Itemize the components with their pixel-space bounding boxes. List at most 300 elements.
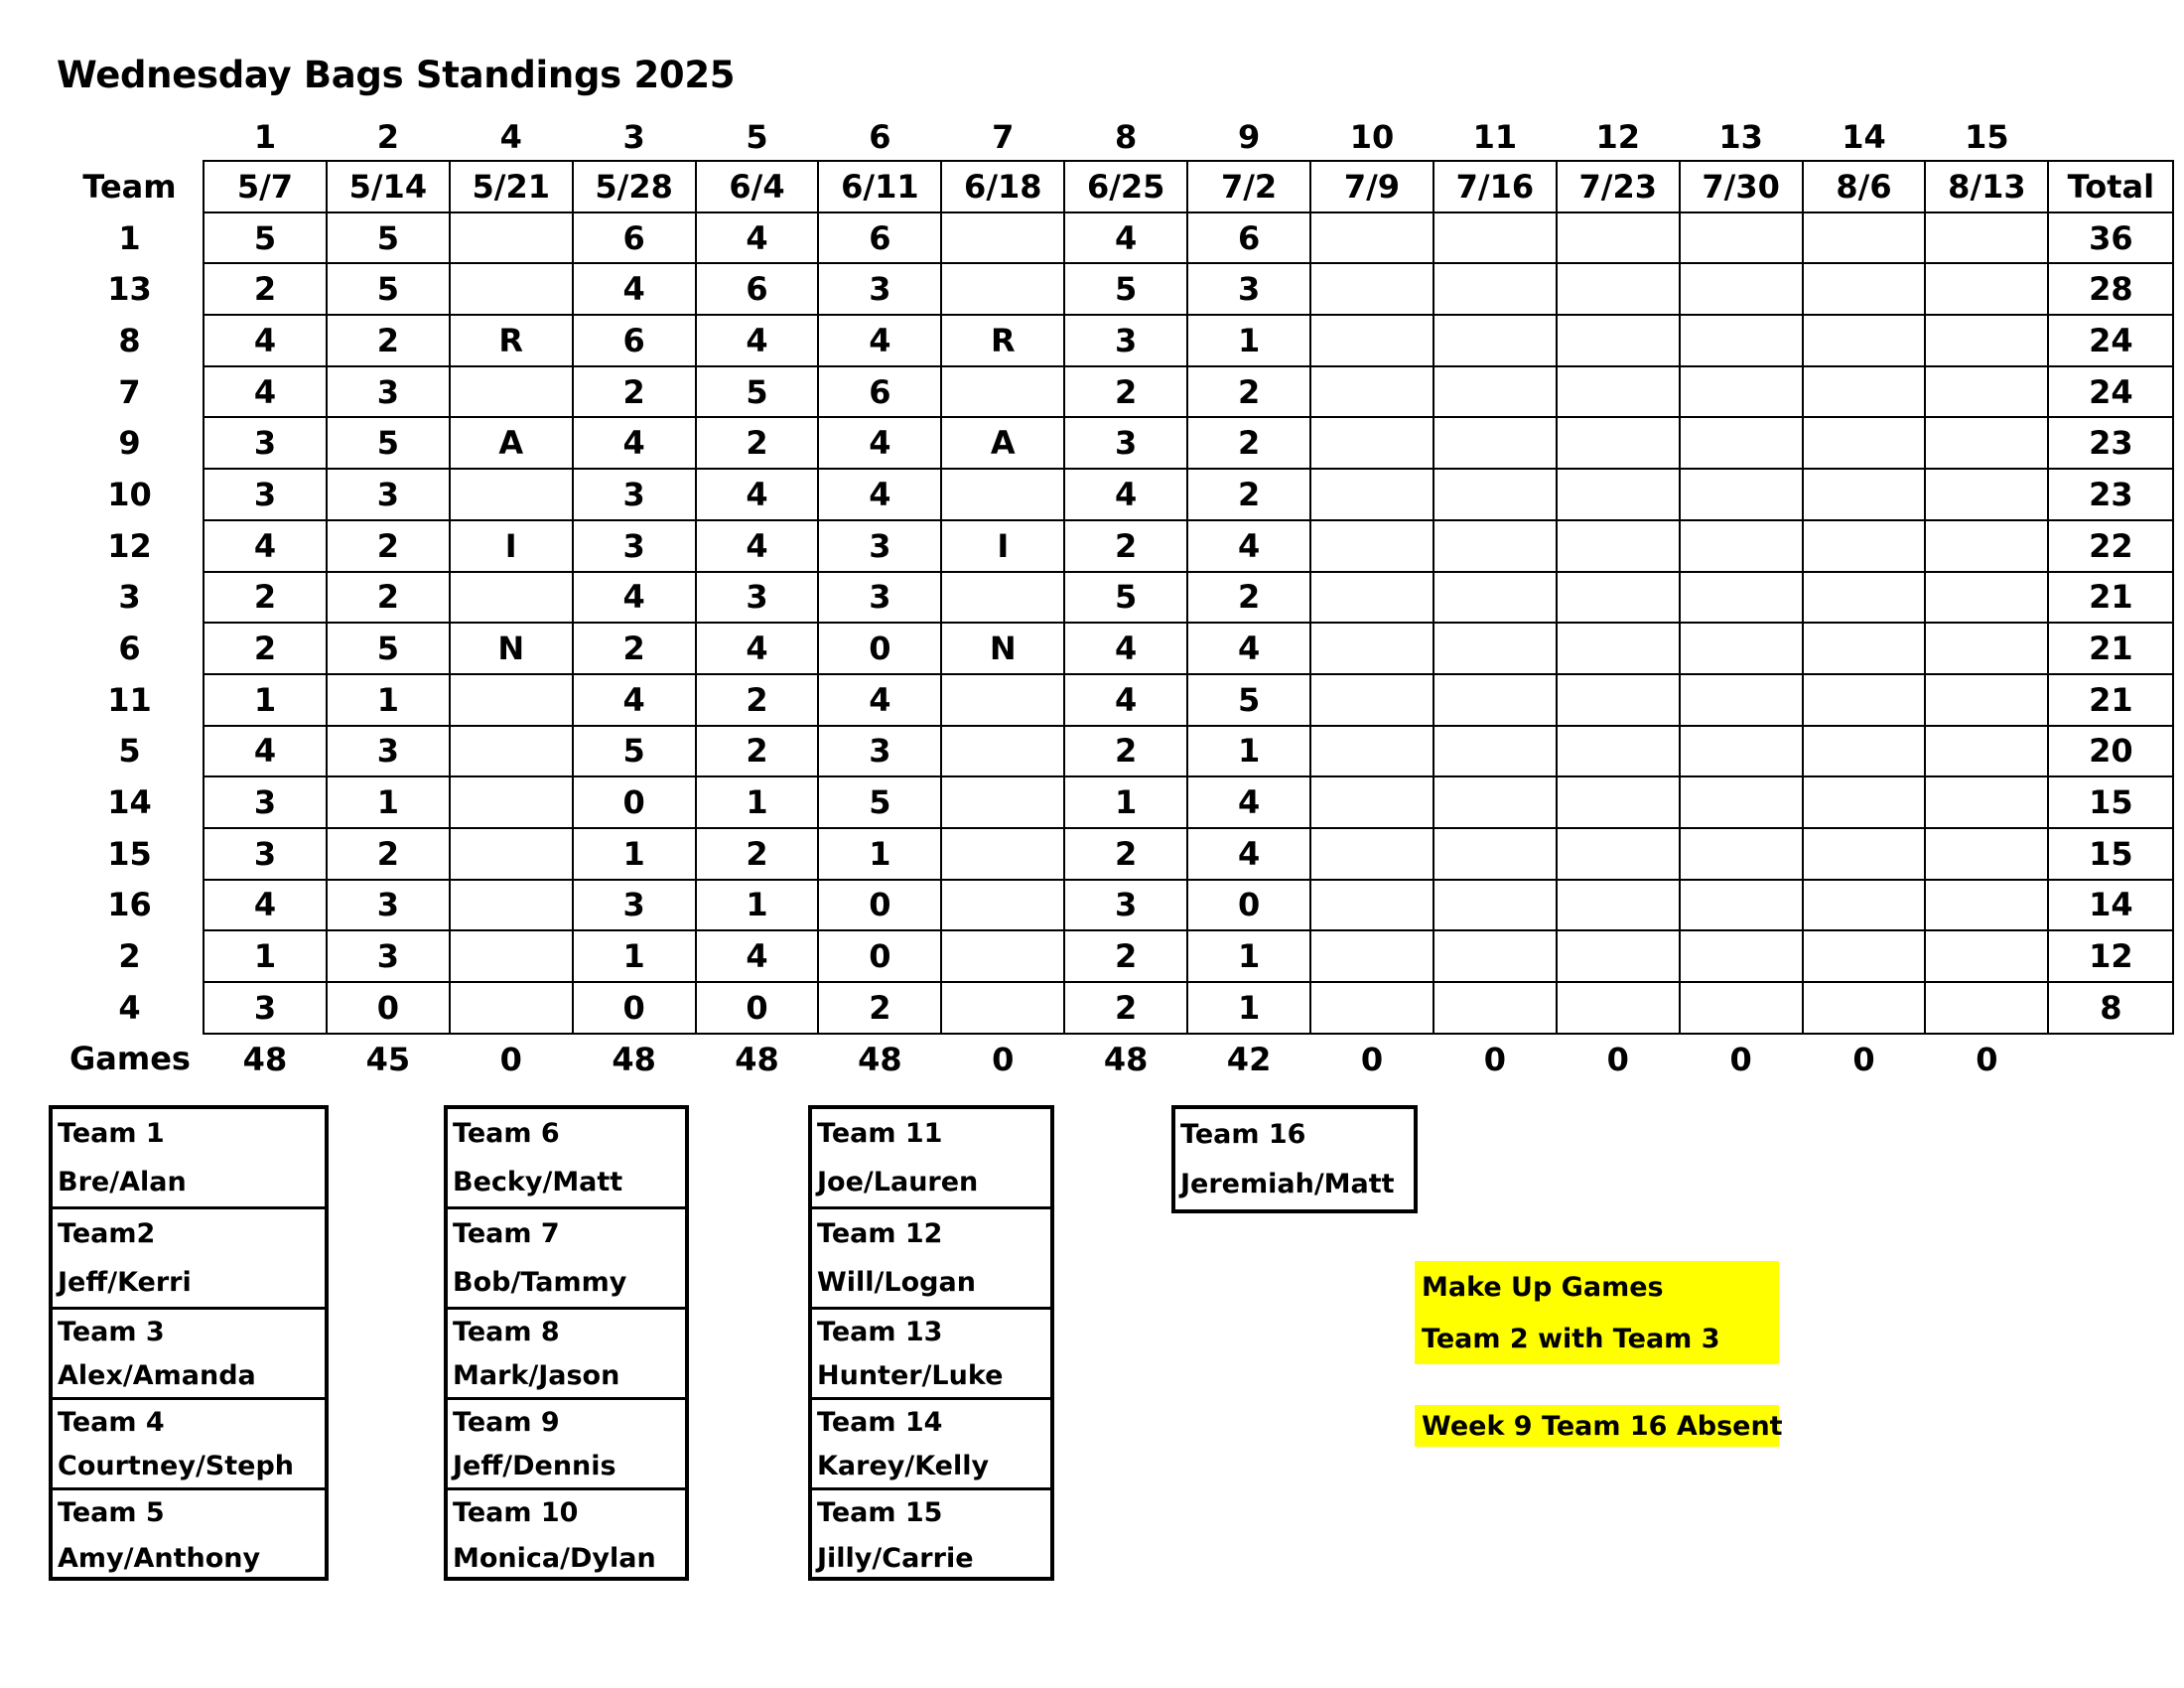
roster-players: Jeff/Kerri — [58, 1267, 192, 1298]
score-cell — [1925, 417, 2048, 469]
games-count: 48 — [242, 1040, 288, 1078]
table-row — [57, 469, 2173, 520]
score-cell — [1557, 982, 1680, 1034]
score-cell — [1803, 880, 1926, 931]
roster-entry — [448, 1209, 685, 1310]
date-header: 5/14 — [327, 161, 450, 212]
score-cell: 5 — [818, 776, 941, 828]
score-cell: 6 — [818, 366, 941, 418]
table-row — [57, 366, 2173, 418]
score-cell: 1 — [204, 930, 327, 982]
score-cell — [1310, 469, 1433, 520]
score-cell: 2 — [573, 366, 696, 418]
roster-box-teams-6-10 — [444, 1105, 689, 1581]
total-cell: 20 — [2048, 726, 2173, 777]
score-cell: 3 — [573, 880, 696, 931]
score-cell — [1925, 880, 2048, 931]
score-cell: 3 — [1187, 263, 1310, 315]
score-cell: 4 — [573, 417, 696, 469]
score-cell — [450, 263, 573, 315]
score-cell — [450, 366, 573, 418]
score-cell: 1 — [1187, 982, 1310, 1034]
score-cell: 3 — [573, 469, 696, 520]
score-cell: 4 — [1187, 776, 1310, 828]
roster-players: Karey/Kelly — [817, 1450, 990, 1481]
score-cell — [1557, 623, 1680, 674]
score-cell — [1925, 726, 2048, 777]
date-header: 6/25 — [1064, 161, 1187, 212]
score-cell — [941, 674, 1064, 726]
total-header: Total — [2048, 161, 2173, 212]
score-cell — [1925, 776, 2048, 828]
roster-team-name: Team 15 — [817, 1497, 943, 1529]
score-cell: 5 — [327, 417, 450, 469]
date-header: 8/6 — [1803, 161, 1926, 212]
score-cell — [1925, 520, 2048, 572]
date-header: 7/2 — [1187, 161, 1310, 212]
score-cell — [1433, 623, 1557, 674]
roster-entry — [812, 1209, 1050, 1310]
score-cell — [1557, 212, 1680, 264]
score-cell — [1803, 776, 1926, 828]
team-number: 16 — [107, 886, 152, 924]
score-cell: 1 — [573, 828, 696, 880]
score-cell: R — [450, 315, 573, 366]
score-cell — [1680, 982, 1803, 1034]
table-row — [57, 982, 2173, 1034]
makeup-games-note — [1415, 1261, 1779, 1364]
games-count: 0 — [1976, 1040, 1998, 1078]
date-header: 7/30 — [1680, 161, 1803, 212]
score-cell — [1310, 417, 1433, 469]
makeup-games-title: Make Up Games — [1422, 1271, 1664, 1303]
score-cell: I — [941, 520, 1064, 572]
roster-players: Bob/Tammy — [453, 1267, 627, 1298]
roster-team-name: Team 12 — [817, 1218, 943, 1249]
roster-players: Jeff/Dennis — [453, 1450, 616, 1481]
score-cell — [941, 263, 1064, 315]
table-row — [57, 520, 2173, 572]
score-cell: 2 — [1187, 366, 1310, 418]
roster-players: Alex/Amanda — [58, 1359, 256, 1391]
score-cell: 4 — [696, 469, 819, 520]
score-cell: 2 — [696, 674, 819, 726]
makeup-games-detail: Team 2 with Team 3 — [1422, 1323, 1720, 1354]
score-cell: 1 — [327, 674, 450, 726]
score-cell — [1680, 623, 1803, 674]
score-cell — [1433, 674, 1557, 726]
team-number: 6 — [118, 630, 141, 668]
total-cell: 14 — [2048, 880, 2173, 931]
score-cell — [1680, 572, 1803, 624]
score-cell: 4 — [1187, 520, 1310, 572]
table-row — [57, 880, 2173, 931]
games-count: 0 — [1360, 1040, 1384, 1078]
score-cell: 5 — [204, 212, 327, 264]
score-cell — [1433, 982, 1557, 1034]
score-cell — [1925, 674, 2048, 726]
team-number: 12 — [107, 526, 152, 565]
score-cell — [1433, 726, 1557, 777]
table-row — [57, 674, 2173, 726]
score-cell — [941, 469, 1064, 520]
roster-entry — [448, 1109, 685, 1209]
score-cell — [1680, 520, 1803, 572]
score-cell — [1557, 776, 1680, 828]
score-cell: 2 — [1064, 982, 1187, 1034]
score-cell — [1680, 880, 1803, 931]
roster-team-name: Team 1 — [58, 1118, 165, 1149]
score-cell: 3 — [327, 880, 450, 931]
games-count: 48 — [612, 1040, 656, 1078]
team-number: 4 — [118, 988, 141, 1027]
score-cell: 4 — [696, 212, 819, 264]
score-cell: 4 — [818, 315, 941, 366]
score-cell — [1557, 572, 1680, 624]
date-header: 8/13 — [1925, 161, 2048, 212]
score-cell: 4 — [573, 263, 696, 315]
score-cell — [941, 726, 1064, 777]
score-cell: 5 — [327, 212, 450, 264]
score-cell: 0 — [818, 880, 941, 931]
total-cell: 24 — [2048, 366, 2173, 418]
roster-entry — [53, 1310, 325, 1400]
score-cell — [1803, 263, 1926, 315]
week-number: 13 — [1718, 118, 1763, 156]
week-number: 7 — [992, 118, 1015, 156]
score-cell: 6 — [573, 315, 696, 366]
roster-entry — [448, 1400, 685, 1490]
score-cell — [1557, 315, 1680, 366]
score-cell — [450, 726, 573, 777]
roster-box-teams-11-15 — [808, 1105, 1054, 1581]
total-cell: 36 — [2048, 212, 2173, 264]
score-cell — [1557, 469, 1680, 520]
table-row — [57, 726, 2173, 777]
roster-entry — [53, 1490, 325, 1581]
week-number: 11 — [1472, 118, 1518, 156]
score-cell — [1433, 828, 1557, 880]
score-cell — [1433, 366, 1557, 418]
roster-box-team-16 — [1171, 1105, 1418, 1213]
score-cell: 4 — [1064, 674, 1187, 726]
score-cell — [1925, 315, 2048, 366]
score-cell: 2 — [1064, 930, 1187, 982]
roster-entry — [812, 1400, 1050, 1490]
score-cell: R — [941, 315, 1064, 366]
score-cell — [1680, 674, 1803, 726]
standings-table — [57, 114, 2174, 1083]
team-number: 9 — [118, 424, 141, 463]
score-cell — [1310, 366, 1433, 418]
team-number: 3 — [118, 578, 141, 617]
score-cell: 4 — [818, 469, 941, 520]
team-header: Team — [82, 167, 177, 206]
score-cell: 6 — [573, 212, 696, 264]
score-cell — [1310, 263, 1433, 315]
score-cell: 1 — [327, 776, 450, 828]
score-cell: 3 — [327, 366, 450, 418]
score-cell — [1803, 572, 1926, 624]
total-cell: 15 — [2048, 828, 2173, 880]
score-cell — [450, 982, 573, 1034]
roster-team-name: Team2 — [58, 1218, 156, 1249]
games-count: 48 — [858, 1040, 902, 1078]
score-cell — [1803, 930, 1926, 982]
roster-players: Courtney/Steph — [58, 1450, 295, 1481]
table-row — [57, 315, 2173, 366]
table-row — [57, 263, 2173, 315]
week-number: 6 — [869, 118, 891, 156]
score-cell: 4 — [204, 880, 327, 931]
date-header: 6/4 — [696, 161, 819, 212]
games-count: 42 — [1226, 1040, 1272, 1078]
total-cell: 21 — [2048, 674, 2173, 726]
week-number: 14 — [1842, 118, 1886, 156]
score-cell — [1433, 315, 1557, 366]
roster-team-name: Team 10 — [453, 1497, 579, 1529]
score-cell: 5 — [327, 263, 450, 315]
score-cell — [1310, 828, 1433, 880]
team-number: 15 — [107, 834, 152, 873]
score-cell: 3 — [818, 520, 941, 572]
score-cell: 2 — [327, 315, 450, 366]
score-cell: 3 — [204, 982, 327, 1034]
score-cell: 2 — [696, 726, 819, 777]
roster-team-name: Team 3 — [58, 1316, 165, 1347]
roster-team-name: Team 6 — [453, 1118, 560, 1149]
date-header: 7/16 — [1433, 161, 1557, 212]
score-cell — [1310, 880, 1433, 931]
score-cell: 0 — [1187, 880, 1310, 931]
score-cell — [1433, 776, 1557, 828]
roster-entry — [53, 1109, 325, 1209]
week-number: 3 — [622, 118, 645, 156]
score-cell: 2 — [1187, 469, 1310, 520]
total-cell: 22 — [2048, 520, 2173, 572]
roster-team-name: Team 16 — [1180, 1118, 1306, 1150]
score-cell — [1803, 315, 1926, 366]
score-cell: 4 — [573, 674, 696, 726]
score-cell: 4 — [204, 366, 327, 418]
score-cell: 4 — [1064, 623, 1187, 674]
date-header-row — [57, 161, 2173, 212]
score-cell: 3 — [327, 930, 450, 982]
score-cell: 4 — [696, 623, 819, 674]
score-cell — [941, 366, 1064, 418]
total-cell: 15 — [2048, 776, 2173, 828]
score-cell: 2 — [696, 828, 819, 880]
score-cell — [1557, 930, 1680, 982]
score-cell: 4 — [573, 572, 696, 624]
score-cell: 6 — [1187, 212, 1310, 264]
score-cell — [941, 776, 1064, 828]
games-count: 0 — [499, 1040, 522, 1078]
score-cell — [1310, 520, 1433, 572]
week-number: 9 — [1237, 118, 1261, 156]
score-cell — [941, 572, 1064, 624]
score-cell: 5 — [696, 366, 819, 418]
score-cell: 1 — [204, 674, 327, 726]
roster-entry — [812, 1310, 1050, 1400]
roster-entry — [812, 1109, 1050, 1209]
score-cell — [1433, 930, 1557, 982]
score-cell: 1 — [696, 880, 819, 931]
score-cell: 4 — [204, 520, 327, 572]
table-row — [57, 776, 2173, 828]
roster-players: Amy/Anthony — [58, 1542, 261, 1574]
score-cell — [1310, 623, 1433, 674]
score-cell: 1 — [1187, 930, 1310, 982]
score-cell — [1925, 828, 2048, 880]
score-cell — [1803, 417, 1926, 469]
score-cell — [450, 212, 573, 264]
total-cell: 24 — [2048, 315, 2173, 366]
score-cell: 5 — [1064, 572, 1187, 624]
score-cell — [941, 982, 1064, 1034]
score-cell — [1925, 623, 2048, 674]
score-cell — [1803, 520, 1926, 572]
date-header: 7/9 — [1310, 161, 1433, 212]
score-cell — [1680, 212, 1803, 264]
score-cell — [1557, 726, 1680, 777]
page-title: Wednesday Bags Standings 2025 — [57, 54, 736, 96]
score-cell — [1557, 417, 1680, 469]
date-header: 7/23 — [1557, 161, 1680, 212]
roster-team-name: Team 8 — [453, 1316, 560, 1347]
roster-team-name: Team 14 — [817, 1406, 943, 1438]
score-cell — [1433, 572, 1557, 624]
score-cell: 0 — [696, 982, 819, 1034]
week-number: 8 — [1115, 118, 1138, 156]
score-cell: 3 — [204, 776, 327, 828]
score-cell — [1803, 726, 1926, 777]
score-cell — [1310, 726, 1433, 777]
score-cell: 4 — [204, 315, 327, 366]
score-cell: 5 — [1064, 263, 1187, 315]
score-cell — [1310, 315, 1433, 366]
score-cell — [1680, 366, 1803, 418]
absent-note-text: Week 9 Team 16 Absent — [1422, 1410, 1783, 1442]
score-cell: 1 — [1187, 315, 1310, 366]
score-cell: 0 — [573, 982, 696, 1034]
score-cell: I — [450, 520, 573, 572]
score-cell — [1310, 776, 1433, 828]
score-cell — [1925, 572, 2048, 624]
score-cell — [450, 776, 573, 828]
score-cell — [1803, 828, 1926, 880]
roster-team-name: Team 7 — [453, 1218, 560, 1249]
score-cell: 3 — [1064, 315, 1187, 366]
games-count: 0 — [1606, 1040, 1629, 1078]
team-number: 1 — [118, 218, 141, 257]
roster-players: Jilly/Carrie — [817, 1542, 974, 1574]
total-cell: 21 — [2048, 572, 2173, 624]
score-cell: 3 — [204, 417, 327, 469]
roster-team-name: Team 9 — [453, 1406, 560, 1438]
score-cell: 6 — [818, 212, 941, 264]
roster-team-name: Team 4 — [58, 1406, 165, 1438]
roster-players: Will/Logan — [817, 1267, 976, 1298]
score-cell: 1 — [573, 930, 696, 982]
date-header: 5/21 — [450, 161, 573, 212]
score-cell — [1803, 982, 1926, 1034]
score-cell: 0 — [818, 930, 941, 982]
score-cell: 5 — [573, 726, 696, 777]
score-cell — [1680, 776, 1803, 828]
score-cell: 5 — [1187, 674, 1310, 726]
score-cell — [941, 828, 1064, 880]
score-cell: 0 — [818, 623, 941, 674]
score-cell — [1557, 674, 1680, 726]
score-cell: 3 — [327, 469, 450, 520]
score-cell — [1680, 315, 1803, 366]
score-cell: 4 — [1187, 623, 1310, 674]
team-number: 10 — [107, 475, 152, 513]
score-cell: 3 — [327, 726, 450, 777]
score-cell: 2 — [204, 623, 327, 674]
roster-entry — [812, 1490, 1050, 1581]
score-cell: 3 — [818, 726, 941, 777]
score-cell — [1803, 469, 1926, 520]
score-cell — [450, 572, 573, 624]
week-number: 4 — [499, 118, 522, 156]
score-cell: 3 — [696, 572, 819, 624]
roster-entry — [53, 1209, 325, 1310]
score-cell — [1803, 366, 1926, 418]
roster-players: Bre/Alan — [58, 1167, 187, 1197]
week-number-row — [57, 114, 2173, 161]
score-cell — [1310, 930, 1433, 982]
score-cell — [1925, 469, 2048, 520]
score-cell: 2 — [1187, 572, 1310, 624]
table-row — [57, 417, 2173, 469]
week-number: 1 — [253, 118, 277, 156]
score-cell — [450, 828, 573, 880]
score-cell — [1925, 212, 2048, 264]
score-cell: 2 — [327, 520, 450, 572]
score-cell: 4 — [1064, 469, 1187, 520]
score-cell: 3 — [818, 263, 941, 315]
score-cell — [1680, 417, 1803, 469]
week-number: 12 — [1595, 118, 1640, 156]
score-cell: 2 — [1064, 828, 1187, 880]
team-number: 14 — [107, 783, 152, 822]
week-number: 2 — [376, 118, 399, 156]
team-number: 2 — [118, 937, 141, 976]
score-cell: 1 — [696, 776, 819, 828]
score-cell — [1433, 417, 1557, 469]
score-cell: 4 — [204, 726, 327, 777]
score-cell — [1803, 674, 1926, 726]
score-cell: 4 — [696, 315, 819, 366]
score-cell: 2 — [204, 572, 327, 624]
score-cell — [450, 674, 573, 726]
total-cell: 23 — [2048, 417, 2173, 469]
score-cell — [1803, 212, 1926, 264]
roster-entry — [53, 1400, 325, 1490]
score-cell: 4 — [1187, 828, 1310, 880]
score-cell: 4 — [1064, 212, 1187, 264]
roster-players: Monica/Dylan — [453, 1542, 656, 1574]
score-cell — [1310, 572, 1433, 624]
score-cell: 3 — [204, 469, 327, 520]
score-cell: 2 — [327, 828, 450, 880]
total-cell: 8 — [2048, 982, 2173, 1034]
score-cell — [1557, 520, 1680, 572]
team-number: 8 — [118, 321, 141, 359]
score-cell: 4 — [818, 417, 941, 469]
